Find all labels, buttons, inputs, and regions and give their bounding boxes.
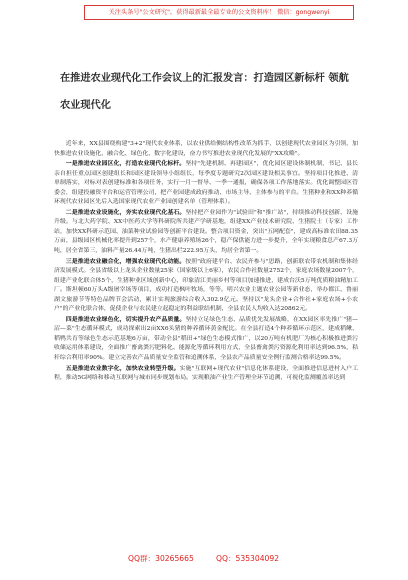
promo-banner[interactable]: 关注头条号"公文研究"，获得最新最全最专业的公文资料库！ 微信：gongwenyi: [84, 5, 354, 20]
section-4-heading: 四是推进农业绿色化，切实提升农产品质量。: [65, 315, 186, 323]
section-5-paragraph: [54, 364, 358, 384]
section-2-heading: 二是推进农业设施化，夯实农业现代化基石。: [65, 208, 186, 216]
section-4-paragraph: [54, 315, 358, 364]
section-4-text: 坚持立足绿色生态、品质优先发展战略，在XX园区率先推广"猪—沼—菜"生态循环模式，成功探索出2亩XX6头猪的种养循环黄金配比。在全县打造4个种养循环示范区，建成稻鳅、稻鸭共育等绿色生态示范基地6万亩，带动全县"稻田+"绿色生态模式推广，以20万吨有机肥厂为核心积极推进粪污收储运用体系建设，全面推广畜禽粪污肥料化、能源化等循环利用方式，全县畜禽粪污资源化利用率达到96.5%，秸秆综合利用率90%。建立完善农产品质量安全监管和追溯体系，全县农产品质量安全例行监测合格率达99.5%。: [54, 316, 358, 362]
section-3-paragraph: [54, 257, 358, 315]
section-3-text: 按照"政府建平台、农民齐参与"思路，创新联农带农机制和集体经济发展模式。全县省级以上龙头企业数量25家（国家级以上6家），农民合作社数量2752个，家庭农场数量2007个，组建产业化联合体5个，生猪种业区域创新中心，印象清江美丽乡村等项目加速推进，建成台沃5万吨优质粮油精加工厂。斯坦顿60万头A级屠宰场等项目，成功打造枫叶牧场，等等。明兴农业主题农业公园等新业态，举办都江、鲁丽湖文旅游节等特色品牌节会活动，累计实现旅游综合收入302.9亿元。坚持以"龙头企业+合作社+家庭农场+小农户"的产业化联合体，促使企业与农民建立起稳定的利益联结机制，全县农民人均收入达20862元。: [54, 258, 359, 313]
section-1-text: 坚持"先建机制、再建园区"，优化园区建设体制机制，书记、县长亲自担任重点园区创建组长和园区建设领导小组组长，每季度专题研究2次园区建设相关事宜。坚持项目化推进、清单制落实，对标对表创建标准和各项任务，实行一月一督导、一季一通报，确保各项工作落地落实。优化调整园区管委会，组建投融资平台和运营管理公司，把产业园建成政府推动、市场主导、主体参与的平台。生猪种业和XX种养循环现代农业园区先后入选国家现代农业产业园创建名单（管理体系）。: [54, 161, 359, 206]
qq-contact-label: QQ：535304092: [216, 554, 280, 563]
section-2-paragraph: [54, 208, 358, 257]
section-5-heading: 五是推进农业数字化，加快农业转型升级。: [65, 364, 180, 372]
qq-group-label: QQ群：30265665: [128, 554, 194, 563]
section-1-heading: 一是推进农业园区化，打造农业现代化标杆。: [65, 160, 186, 168]
section-3-heading: 三是推进农业融合化，增强农业现代化动能。: [65, 257, 186, 265]
section-1-paragraph: [54, 159, 358, 208]
section-2-text: 坚持把产业园作为"试验田"和"推广站"，持续推动科技创新、设施升级。与北大药学院、XX中医药大学等科研院所共建产学研基地，组建XX产业技术研究院、生猪院士（专家）工作站，加快XX科研示范园、油菜种业试验园等创新平台建设。整合项目资金，突出"五网配套"，建成高标准农田88.35万亩，县级园区机械化率提升到257个，水产健康养殖场26个，稳产保供能力进一步提升，全年实现粮食总产67.3万吨，居全省第三，油料产量26.44万吨，生猪出栏222.95万头，均居全省第一。: [54, 209, 359, 255]
document-title: 在推进农业现代化工作会议上的汇报发言：打造园区新标杆 领航农业现代化: [60, 73, 349, 111]
document-body: [54, 140, 358, 384]
section-5-text: 实施"互联网+现代农业"信息化体系建设，全面推进信息进村入户工程，推动5G网络和移动互联网与城市同步规划布局。实现粮油产业生产管理全环节追溯，可视化监测覆盖率达到: [54, 365, 358, 382]
intro-paragraph: 近年来，XX县围绕构建"3+2"现代农业体系，以农业供给侧结构性改革为抓手，以创建现代农业园区为引领，加快推进农业设施化、融合化、绿色化、数字化建设，奋力书写推进农业现代化发展的"XX攻略"。: [54, 141, 358, 157]
